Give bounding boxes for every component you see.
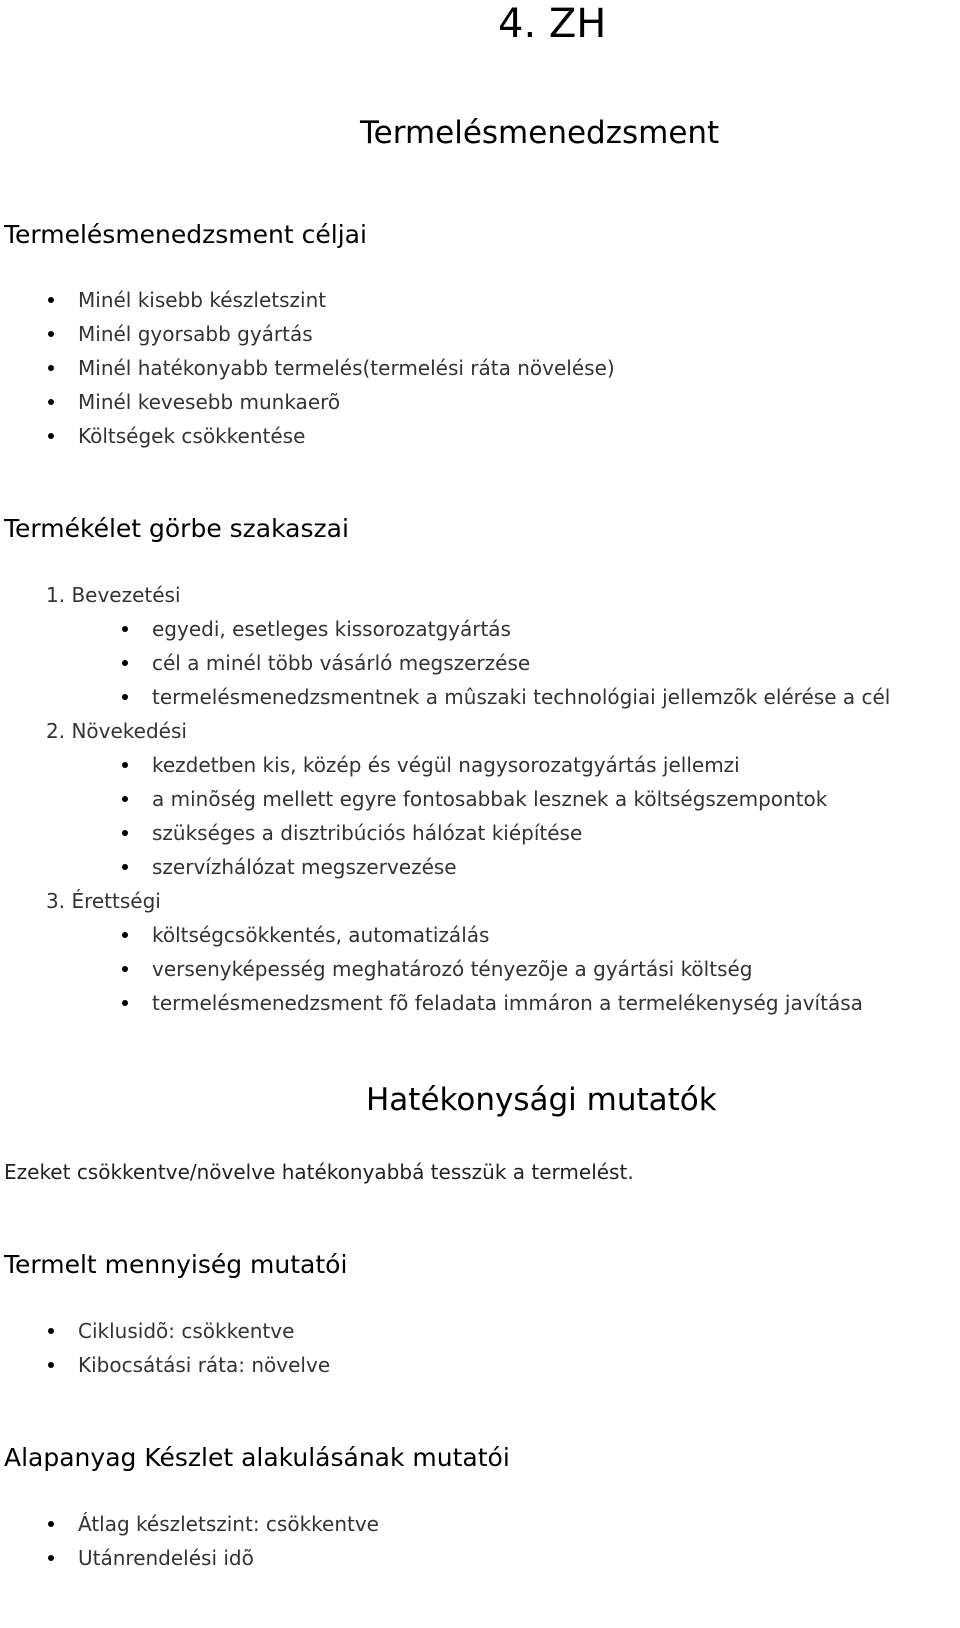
quantity-item: Kibocsátási ráta: növelve [78,1353,331,1377]
stage-label: 2. Növekedési [46,719,187,743]
inventory-item: Átlag készletszint: csökkentve [78,1512,379,1536]
goal-item: Minél kevesebb munkaerõ [78,390,341,414]
goal-item: Minél hatékonyabb termelés(termelési ráta növelése) [78,356,615,380]
stage-item: cél a minél több vásárló megszerzése [152,651,531,675]
goal-item: Költségek csökkentése [78,424,306,448]
stage-item: szervízhálózat megszervezése [152,855,457,879]
stage-item: kezdetben kis, közép és végül nagysorozatgyártás jellemzi [152,753,740,777]
stage-item: egyedi, esetleges kissorozatgyártás [152,617,511,641]
goal-item: Minél kisebb készletszint [78,288,327,312]
inventory-heading: Alapanyag Készlet alakulásának mutatói [4,1443,510,1472]
stage-item: szükséges a disztribúciós hálózat kiépítése [152,821,583,845]
stage-label: 3. Érettségi [46,889,161,913]
goal-item: Minél gyorsabb gyártás [78,322,313,346]
section-title-hatekonysagi-mutatok: Hatékonysági mutatók [366,1082,717,1118]
document-title: 4. ZH [498,1,607,47]
quantity-item: Ciklusidõ: csökkentve [78,1319,295,1343]
stage-item: költségcsökkentés, automatizálás [152,923,490,947]
stage-item: versenyképesség meghatározó tényezõje a gyártási költség [152,957,753,981]
lifecycle-heading: Termékélet görbe szakaszai [4,514,349,543]
goals-heading: Termelésmenedzsment céljai [4,220,367,249]
quantity-heading: Termelt mennyiség mutatói [4,1250,348,1279]
intro-paragraph: Ezeket csökkentve/növelve hatékonyabbá tesszük a termelést. [4,1160,634,1184]
section-title-termelesmenedzsment: Termelésmenedzsment [360,115,720,151]
stage-label: 1. Bevezetési [46,583,181,607]
inventory-item: Utánrendelési idõ [78,1546,254,1570]
stage-item: a minõség mellett egyre fontosabbak lesznek a költségszempontok [152,787,828,811]
stage-item: termelésmenedzsmentnek a mûszaki technológiai jellemzõk elérése a cél [152,685,891,709]
stage-item: termelésmenedzsment fõ feladata immáron a termelékenység javítása [152,991,863,1015]
